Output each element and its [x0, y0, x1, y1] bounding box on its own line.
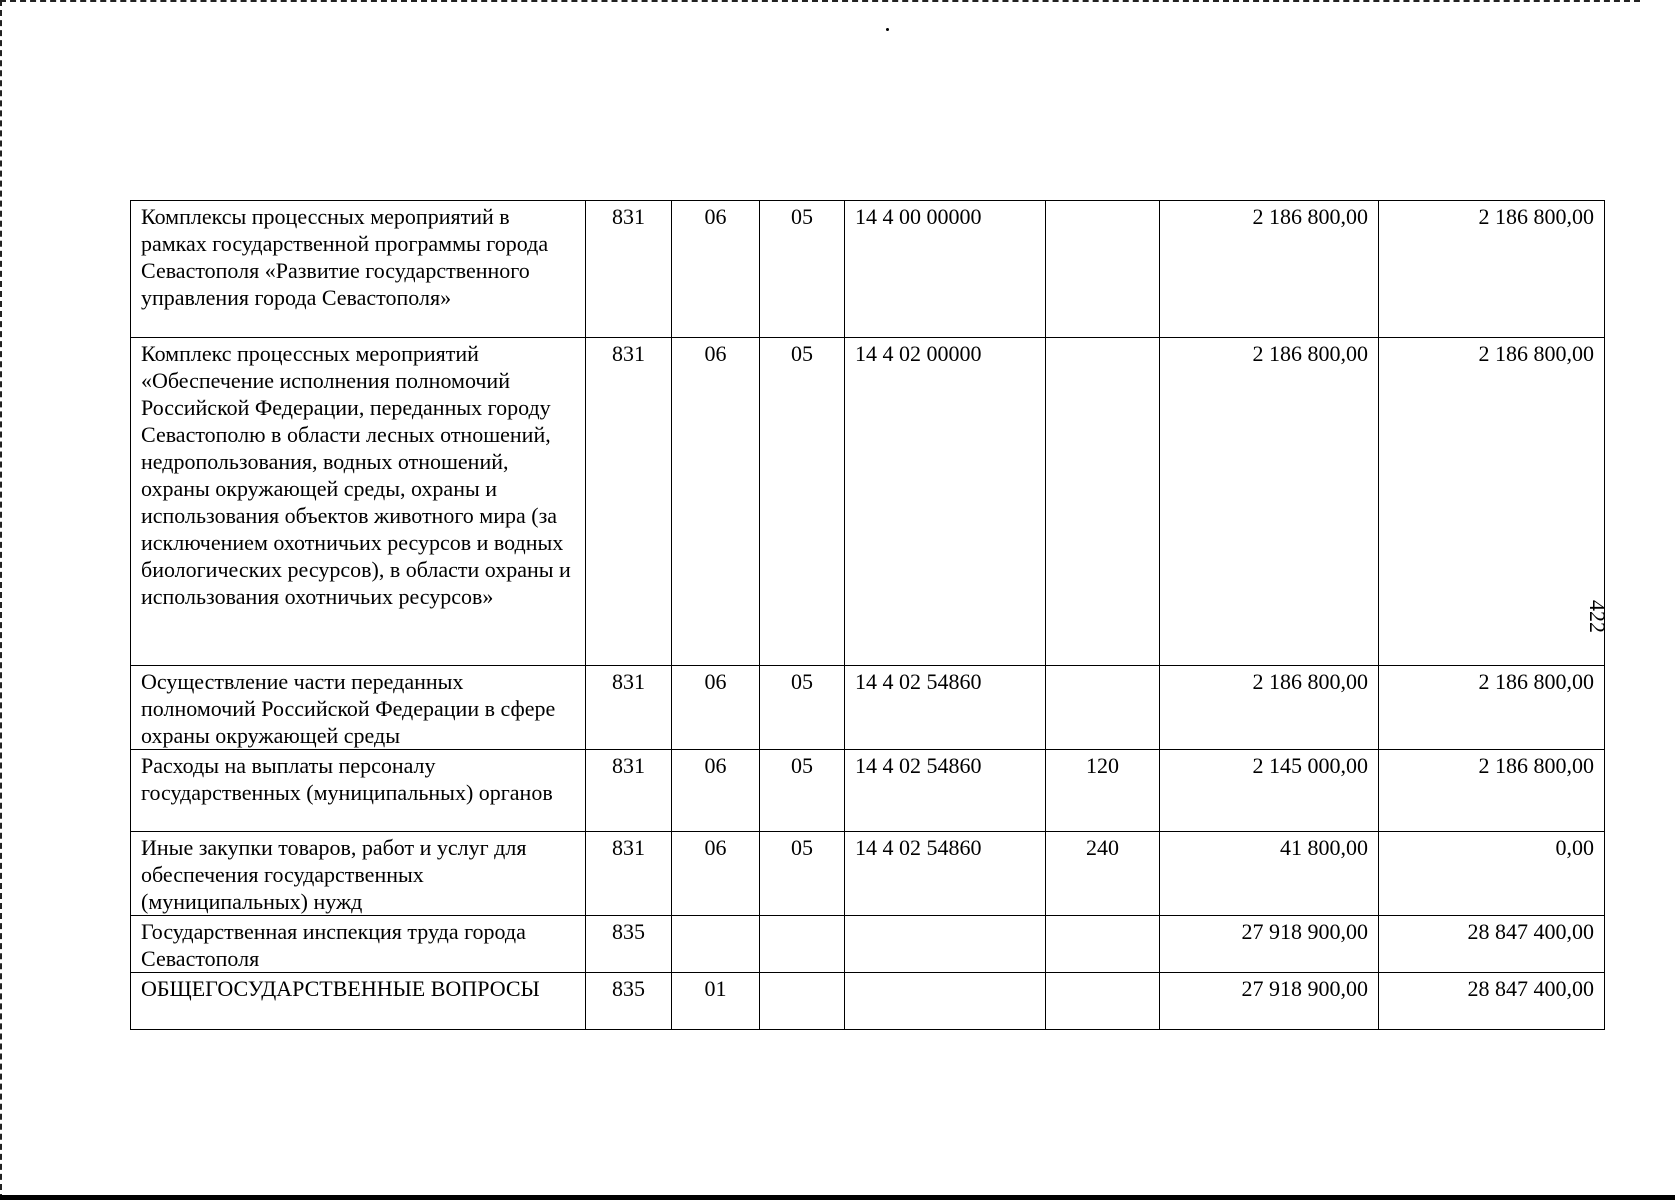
cell-grbs: 831: [586, 750, 672, 832]
cell-grbs: 831: [586, 201, 672, 338]
cell-name: Расходы на выплаты персоналу государственных (муниципальных) органов: [131, 750, 586, 832]
cell-section: 06: [672, 338, 760, 666]
cell-grbs: 831: [586, 666, 672, 750]
cell-sum-year-2: 2 186 800,00: [1379, 338, 1605, 666]
scan-border-bottom: [0, 1195, 1675, 1200]
cell-target-article: 14 4 00 00000: [845, 201, 1046, 338]
cell-expense-type: [1046, 338, 1160, 666]
cell-target-article: [845, 916, 1046, 973]
cell-section: 06: [672, 201, 760, 338]
cell-sum-year-1: 27 918 900,00: [1160, 916, 1379, 973]
cell-name: Государственная инспекция труда города Севастополя: [131, 916, 586, 973]
cell-sum-year-2: 2 186 800,00: [1379, 666, 1605, 750]
cell-sum-year-2: 28 847 400,00: [1379, 916, 1605, 973]
cell-section: 06: [672, 666, 760, 750]
cell-subsection: 05: [760, 201, 845, 338]
cell-subsection: 05: [760, 750, 845, 832]
cell-grbs: 831: [586, 338, 672, 666]
budget-table: [130, 200, 1605, 1030]
cell-sum-year-2: 2 186 800,00: [1379, 201, 1605, 338]
table-row: [131, 750, 1605, 832]
cell-name: Комплекс процессных мероприятий «Обеспечение исполнения полномочий Российской Федерации, переданных городу Севастополю в области лесных отношений, недропользования, водных отношений, охраны окружающей среды, охраны и использования объектов животного мира (за исключением охотничьих ресурсов и водных биологических ресурсов), в области охраны и использования охотничьих ресурсов»: [131, 338, 586, 666]
scan-border-left: [0, 0, 4, 1200]
cell-expense-type: [1046, 973, 1160, 1030]
cell-section: 01: [672, 973, 760, 1030]
cell-sum-year-2: 0,00: [1379, 832, 1605, 916]
scan-speck: [886, 28, 889, 31]
table-row: [131, 666, 1605, 750]
cell-target-article: 14 4 02 54860: [845, 832, 1046, 916]
cell-expense-type: 120: [1046, 750, 1160, 832]
cell-name: Комплексы процессных мероприятий в рамках государственной программы города Севастополя «Развитие государственного управления города Севастополя»: [131, 201, 586, 338]
cell-target-article: [845, 973, 1046, 1030]
cell-target-article: 14 4 02 54860: [845, 750, 1046, 832]
cell-target-article: 14 4 02 00000: [845, 338, 1046, 666]
cell-sum-year-1: 2 186 800,00: [1160, 201, 1379, 338]
cell-sum-year-2: 28 847 400,00: [1379, 973, 1605, 1030]
cell-target-article: 14 4 02 54860: [845, 666, 1046, 750]
cell-section: 06: [672, 832, 760, 916]
table-row: [131, 973, 1605, 1030]
cell-sum-year-2: 2 186 800,00: [1379, 750, 1605, 832]
cell-sum-year-1: 2 186 800,00: [1160, 666, 1379, 750]
cell-sum-year-1: 27 918 900,00: [1160, 973, 1379, 1030]
cell-subsection: [760, 916, 845, 973]
cell-sum-year-1: 2 145 000,00: [1160, 750, 1379, 832]
cell-sum-year-1: 41 800,00: [1160, 832, 1379, 916]
cell-subsection: 05: [760, 666, 845, 750]
cell-expense-type: 240: [1046, 832, 1160, 916]
cell-grbs: 831: [586, 832, 672, 916]
cell-expense-type: [1046, 666, 1160, 750]
cell-name: Осуществление части переданных полномочий Российской Федерации в сфере охраны окружающей среды: [131, 666, 586, 750]
cell-subsection: 05: [760, 338, 845, 666]
cell-subsection: [760, 973, 845, 1030]
cell-section: [672, 916, 760, 973]
scan-border-top: [0, 0, 1640, 4]
cell-expense-type: [1046, 201, 1160, 338]
table-row: [131, 832, 1605, 916]
table-row: [131, 201, 1605, 338]
table-row: [131, 338, 1605, 666]
cell-sum-year-1: 2 186 800,00: [1160, 338, 1379, 666]
cell-section: 06: [672, 750, 760, 832]
cell-name: ОБЩЕГОСУДАРСТВЕННЫЕ ВОПРОСЫ: [131, 973, 586, 1030]
cell-subsection: 05: [760, 832, 845, 916]
cell-grbs: 835: [586, 916, 672, 973]
cell-grbs: 835: [586, 973, 672, 1030]
table-row: [131, 916, 1605, 973]
page-number: 422: [1585, 600, 1610, 633]
cell-name: Иные закупки товаров, работ и услуг для обеспечения государственных (муниципальных) нужд: [131, 832, 586, 916]
cell-expense-type: [1046, 916, 1160, 973]
